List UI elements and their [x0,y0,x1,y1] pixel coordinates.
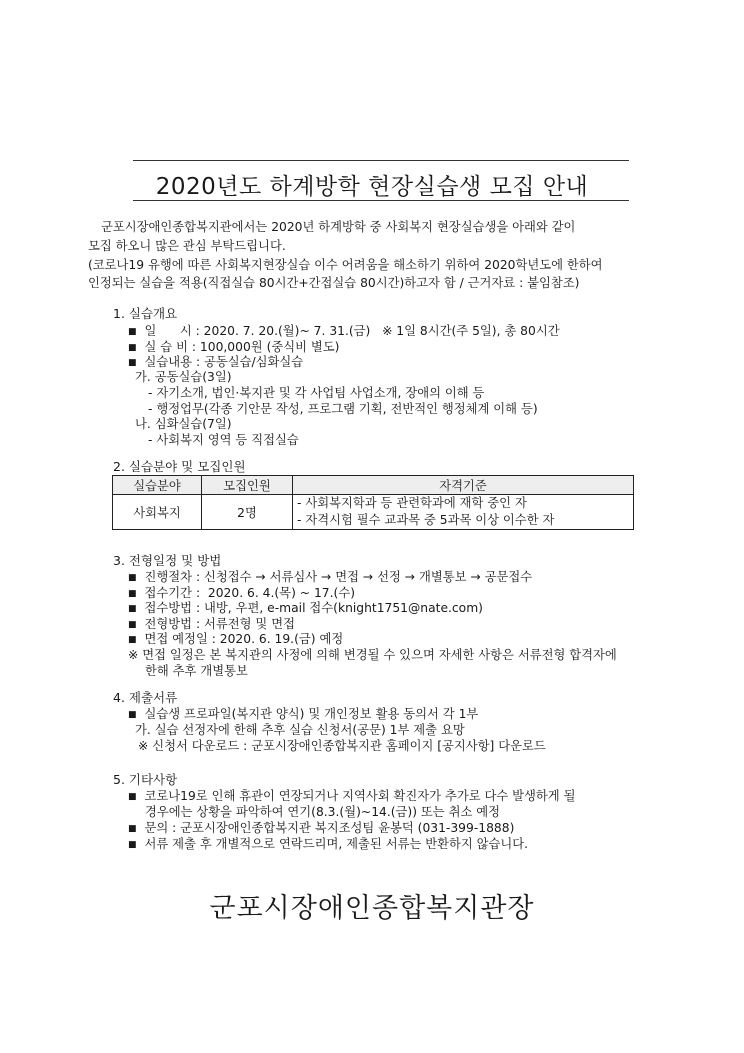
recruit-table [112,475,634,530]
s1-content: 실습내용 : 공동실습/심화실습 [144,355,304,369]
title-bottom-rule [133,200,629,201]
s5-covid-cont: 경우에는 상황을 파악하여 연기(8.3.(월)~14.(금)) 또는 취소 예정 [145,805,501,819]
s3-interview: 면접 예정일 : 2020. 6. 19.(금) 예정 [144,632,344,646]
bullet-square: ■ [128,840,137,850]
header-count: 모집인원 [202,476,293,495]
s1-sub-a-item-1: - 자기소개, 법인·복지관 및 각 사업팀 사업소개, 장애의 이해 등 [148,386,485,400]
bullet-square: ■ [128,635,137,645]
s1-sub-b-item-1: - 사회복지 영역 등 직접실습 [148,433,299,447]
table-row [113,495,634,530]
s4-docs: 실습생 프로파일(복지관 양식) 및 개인정보 활용 동의서 각 1부 [144,707,479,721]
section-3-heading: 3. 전형일정 및 방법 [113,553,222,568]
s5-item [128,834,528,852]
s3-note-1: ※ 면접 일정은 본 복지관의 사정에 의해 변경될 수 있으며 자세한 사항은 서류전형 합격자에 [128,648,617,662]
table-header-row [113,476,634,495]
page-title: 2020년도 하계방학 현장실습생 모집 안내 [155,174,589,200]
s1-sub-a-item-2: - 행정업무(각종 기안문 작성, 프로그램 기획, 전반적인 행정체계 이해 등) [148,402,538,416]
s3-selection: 전형방법 : 서류전형 및 면접 [144,617,295,631]
bullet-square: ■ [128,710,137,720]
intro-line-3: (코로나19 유행에 따른 사회복지현장실습 이수 어려움을 해소하기 위하여 2020학년도에 한하여 [88,258,603,272]
header-field: 실습분야 [113,476,202,495]
section-1-heading: 1. 실습개요 [113,306,178,321]
s1-sub-b-heading: 나. 심화실습(7일) [135,417,232,431]
section-4-heading: 4. 제출서류 [113,690,178,705]
s5-contact: 문의 : 군포시장애인종합복지관 복지조성팀 윤봉덕 (031-399-1888) [144,821,515,835]
bullet-square: ■ [128,824,137,834]
header-criteria: 자격기준 [293,476,634,495]
cell-criteria [293,495,634,530]
s3-method: 접수방법 : 내방, 우편, e-mail 접수(knight1751@nate.com) [144,601,483,615]
intro-line-2: 모집 하오니 많은 관심 부탁드립니다. [88,239,286,253]
criteria-line-1: - 사회복지학과 등 관련학과에 재학 중인 자 [297,496,527,510]
bullet-square: ■ [128,343,137,353]
bullet-square: ■ [128,604,137,614]
bullet-square: ■ [128,573,137,583]
s1-sub-a-heading: 가. 공동실습(3일) [135,370,232,384]
s4-sub: 가. 실습 선정자에 한해 추후 실습 신청서(공문) 1부 제출 요망 [135,723,465,737]
s5-covid: 코로나19로 인해 휴관이 연장되거나 지역사회 확진자가 추가로 다수 발생하게 될 [144,789,576,803]
cell-field: 사회복지 [113,495,202,530]
s4-note: ※ 신청서 다운로드 : 군포시장애인종합복지관 홈페이지 [공지사항] 다운로드 [138,739,546,753]
signature-issuer: 군포시장애인종합복지관장 [209,893,535,924]
criteria-line-2: - 자격시험 필수 교과목 중 5과목 이상 이수한 자 [297,513,555,527]
bullet-square: ■ [128,327,137,337]
s3-note-2: 한해 추후 개별통보 [145,664,248,678]
bullet-square: ■ [128,358,137,368]
bullet-square: ■ [128,792,137,802]
s3-period: 접수기간 : 2020. 6. 4.(목) ~ 17.(수) [144,586,356,600]
s1-schedule: 일 시 : 2020. 7. 20.(월)~ 7. 31.(금) ※ 1일 8시간(주 5일), 총 80시간 [144,324,560,338]
intro-line-4: 인정되는 실습을 적용(직접실습 80시간+간접실습 80시간)하고자 함 / 근거자료 : 붙임참조) [88,276,580,290]
section-2-heading: 2. 실습분야 및 모집인원 [113,459,246,474]
title-top-rule [133,160,629,161]
s1-fee: 실 습 비 : 100,000원 (중식비 별도) [144,340,340,354]
bullet-square: ■ [128,620,137,630]
s3-process: 진행절차 : 신청접수 → 서류심사 → 면접 → 선정 → 개별통보 → 공문접수 [144,570,533,584]
cell-count: 2명 [202,495,293,530]
intro-line-1: 군포시장애인종합복지관에서는 2020년 하계방학 중 사회복지 현장실습생을 아래와 같이 [101,220,576,234]
s5-return: 서류 제출 후 개별적으로 연락드리며, 제출된 서류는 반환하지 않습니다. [144,837,529,851]
bullet-square: ■ [128,589,137,599]
section-5-heading: 5. 기타사항 [113,772,178,787]
